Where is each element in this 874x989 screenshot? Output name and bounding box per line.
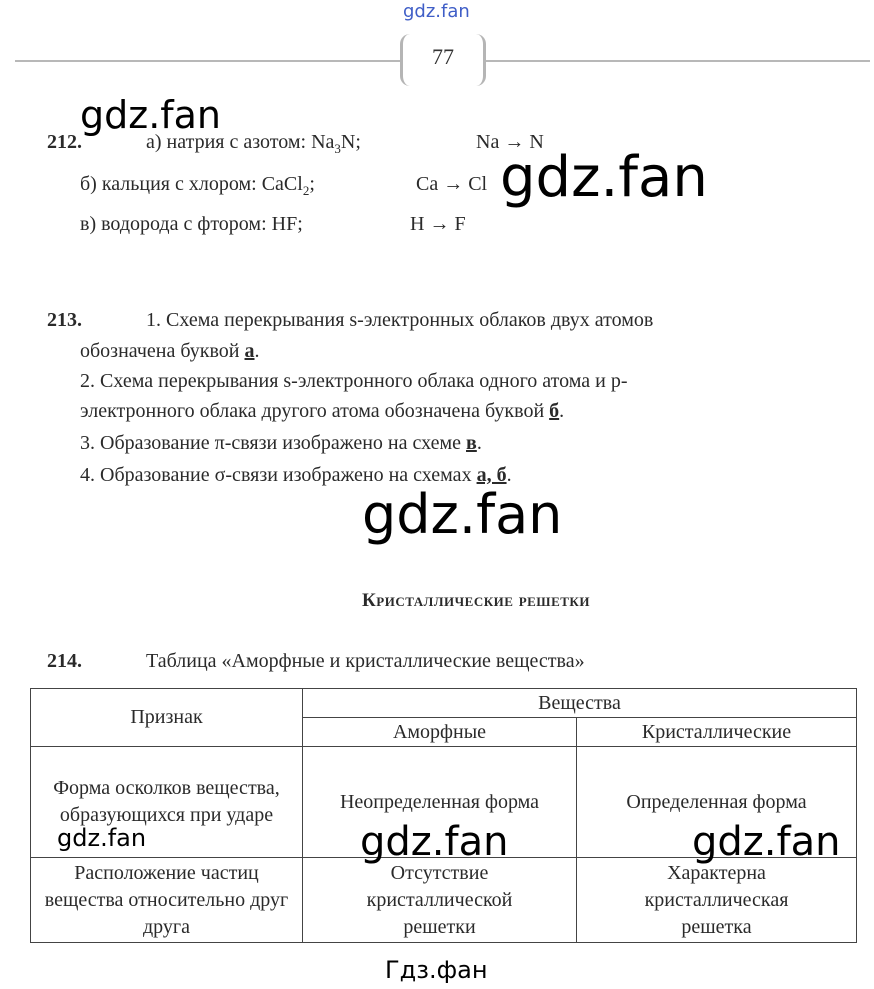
- row1-feature: Форма осколков вещества, образующихся при ударе: [31, 747, 303, 858]
- table-row: [31, 858, 857, 943]
- header-crystalline: Кристаллические: [577, 718, 857, 747]
- line-b-text2: ;: [309, 173, 315, 195]
- watermark-top: gdz.fan: [403, 1, 470, 22]
- line-6-text: 4. Образование σ-связи изображено на схемах: [80, 464, 477, 486]
- line-5-end: .: [476, 432, 482, 454]
- problem-213-number: 213.: [47, 309, 82, 331]
- line-6-end: .: [506, 464, 512, 486]
- line-a-text: а) натрия с азотом: Na: [146, 131, 335, 153]
- watermark-6: gdz.fan: [692, 819, 841, 865]
- problem-213-line-2: [80, 341, 260, 361]
- problem-213-line-1: 1. Схема перекрывания s-электронных облаков двух атомов: [146, 309, 654, 331]
- section-title: Кристаллические решетки: [362, 590, 590, 611]
- problem-213-line-3: 2. Схема перекрывания s-электронного облака одного атома и p-: [80, 370, 628, 392]
- line-a-text2: N;: [340, 131, 361, 153]
- page-number: 77: [432, 44, 454, 69]
- problem-213-line-4: [80, 401, 564, 421]
- line-b-text: б) кальция с хлором: CaCl: [80, 173, 303, 195]
- line-a-sub: 3: [334, 141, 341, 156]
- answer-v: в: [466, 432, 477, 454]
- problem-214-caption: Таблица «Аморфные и кристаллические вещества»: [146, 650, 585, 672]
- row2-feature: Расположение частиц вещества относительно друг друга: [31, 858, 303, 943]
- row1-amorphous: Неопределенная форма: [303, 747, 577, 858]
- header-amorphous: Аморфные: [303, 718, 577, 747]
- problem-213-line-5: [80, 433, 482, 453]
- header-feature: Признак: [31, 689, 303, 747]
- problem-212-arrow-c: H → F: [410, 213, 466, 235]
- problem-212-arrow-a: Na → N: [476, 131, 544, 153]
- watermark-1: gdz.fan: [80, 93, 222, 137]
- problem-213-line-6: [80, 465, 512, 485]
- line-2-text: обозначена буквой: [80, 340, 245, 362]
- watermark-bottom: Гдз.фан: [385, 956, 488, 984]
- problem-212-arrow-b: Ca → Cl: [416, 173, 488, 195]
- table-header-row-1: [31, 689, 857, 718]
- header-substances: Вещества: [303, 689, 857, 718]
- answer-b: б: [549, 400, 560, 422]
- header-rule-right: [480, 60, 870, 62]
- watermark-4: gdz.fan: [57, 824, 147, 852]
- problem-214-number: 214.: [47, 650, 82, 672]
- page-number-box: [400, 34, 486, 86]
- problem-212-line-a: [146, 132, 361, 155]
- problem-212-number: 212.: [47, 131, 82, 153]
- watermark-5: gdz.fan: [360, 819, 509, 865]
- line-5-text: 3. Образование π-связи изображено на схеме: [80, 432, 467, 454]
- line-2-end: .: [254, 340, 260, 362]
- watermark-2: gdz.fan: [500, 145, 708, 210]
- line-4-end: .: [559, 400, 565, 422]
- watermark-3: gdz.fan: [362, 483, 563, 546]
- answer-a-b: а, б: [476, 464, 507, 486]
- answer-a: а: [244, 340, 255, 362]
- row2-crystalline: Характерна кристаллическая решетка: [577, 858, 857, 943]
- row1-crystalline: Определенная форма: [577, 747, 857, 858]
- problem-212-line-b: [80, 174, 315, 197]
- row2-amorphous: Отсутствие кристаллической решетки: [303, 858, 577, 943]
- line-4-text: электронного облака другого атома обозначена буквой: [80, 400, 550, 422]
- substances-table: [30, 688, 857, 943]
- problem-212-line-c: в) водорода с фтором: HF;: [80, 213, 303, 235]
- line-b-sub: 2: [302, 183, 310, 198]
- header-rule-left: [15, 60, 400, 62]
